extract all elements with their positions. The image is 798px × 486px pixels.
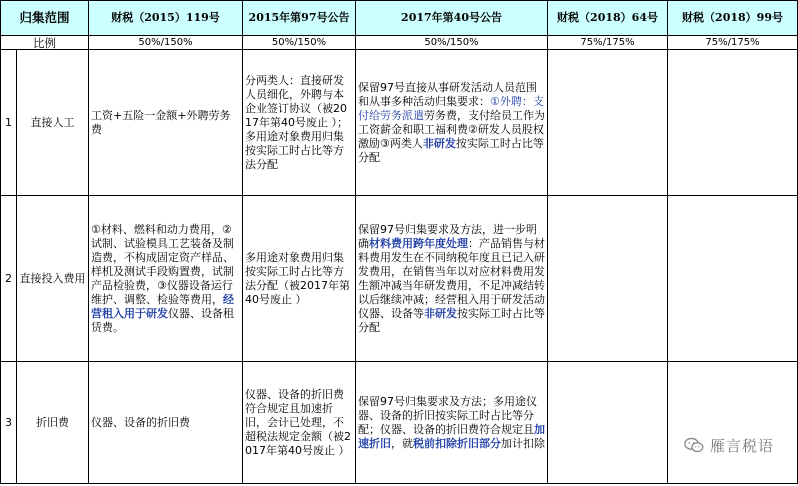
emphasis-text: 材料费用跨年度处理 <box>369 236 469 250</box>
header-col-40: 2017年第40号公告 <box>356 1 548 36</box>
emphasis-text: 税前扣除折旧部分 <box>413 436 502 450</box>
row-number: 1 <box>1 50 17 196</box>
row-category: 直接投入费用 <box>17 196 89 362</box>
text-segment: 劳务费，支付给员工作为工资薪金和职工福利费②研发人员股权激励③两类人 <box>358 108 546 150</box>
header-category: 归集范围 <box>1 1 89 36</box>
cell-40 <box>356 362 548 484</box>
text-segment: 仪器、设备租赁费。 <box>91 306 235 334</box>
cell-99 <box>668 50 798 196</box>
ratio-cell: 50%/150% <box>89 36 243 50</box>
text-segment: 按实际工时占比等分配 <box>358 306 546 334</box>
text-segment: ，就 <box>391 436 414 450</box>
text-segment: ：产品销售与材料费用发生在不同纳税年度且已记入研发费用，在销售当年以对应材料费用发生额冲减当年研发费用，不足冲减结转以后继续冲减；经营租入用于研发活动仪器、设备等 <box>358 236 546 320</box>
text-segment: 保留97号归集要求及方法；多用途仪器、设备的折旧按实际工时占比等分配；仪器、设备的折旧费符合规定且 <box>358 394 538 436</box>
text-segment: ①材料、燃料和动力费用，②试制、试验模具工艺装备及制造费，不构成固定资产样品、样机及测试手段购置费，试制产品检验费，③仪器设备运行维护、调整、检验等费用， <box>91 222 235 306</box>
row-number: 2 <box>1 196 17 362</box>
emphasis-text: 经营租入用于研发 <box>91 292 235 320</box>
ratio-cell: 50%/150% <box>356 36 548 50</box>
cell-119: 工资+五险一金额+外聘劳务费 <box>89 50 243 196</box>
header-col-97: 2015年第97号公告 <box>243 1 356 36</box>
cell-97: 多用途对象费用归集按实际工时占比等方法分配（被2017年第40号废止 ） <box>243 196 356 362</box>
emphasis-text: ①外聘：支付给劳务派遣 <box>358 94 544 122</box>
header-col-64: 财税（2018）64号 <box>548 1 668 36</box>
row-number: 3 <box>1 362 17 484</box>
emphasis-text: 加速折旧 <box>358 422 546 450</box>
text-segment: 保留97号直接从事研发活动人员范围和从事多种活动归集要求： <box>358 80 538 108</box>
cell-97: 仪器、设备的折旧费符合规定且加速折旧，会计已处理，不超税法规定金额（被2017年第40号废止 ） <box>243 362 356 484</box>
ratio-cell: 75%/175% <box>548 36 668 50</box>
ratio-cell: 50%/150% <box>243 36 356 50</box>
watermark-text: 雁言税语 <box>709 437 774 455</box>
cell-119 <box>89 196 243 362</box>
cell-40 <box>356 196 548 362</box>
table-row-depreciation <box>1 362 798 484</box>
cell-99 <box>668 362 798 484</box>
row-category: 折旧费 <box>17 362 89 484</box>
ratio-cell: 75%/175% <box>668 36 798 50</box>
table-row-direct-labor <box>1 50 798 196</box>
header-row <box>1 1 798 36</box>
cell-64 <box>548 50 668 196</box>
watermark <box>678 433 780 458</box>
emphasis-text: 非研发 <box>424 306 458 320</box>
cell-119: 仪器、设备的折旧费 <box>89 362 243 484</box>
header-col-119: 财税（2015）119号 <box>89 1 243 36</box>
text-segment: 保留97号归集要求及方法，进一步明确 <box>358 222 538 250</box>
cell-97: 分两类人：直接研发人员细化，外聘与本企业签订协议（被2017年第40号废止 ）；多用途对象费用归集按实际工时占比等方法分配 <box>243 50 356 196</box>
ratio-label: 比例 <box>1 36 89 50</box>
table-row-direct-input <box>1 196 798 362</box>
cell-99 <box>668 196 798 362</box>
text-segment: 按实际工时占比等分配 <box>358 136 544 164</box>
emphasis-text: 非研发 <box>422 136 456 150</box>
cell-64 <box>548 196 668 362</box>
cell-40 <box>356 50 548 196</box>
cell-64 <box>548 362 668 484</box>
header-col-99: 财税（2018）99号 <box>668 1 798 36</box>
row-category: 直接人工 <box>17 50 89 196</box>
text-segment: 加计扣除 <box>501 436 546 450</box>
ratio-row <box>1 36 798 50</box>
wechat-icon <box>684 437 704 454</box>
